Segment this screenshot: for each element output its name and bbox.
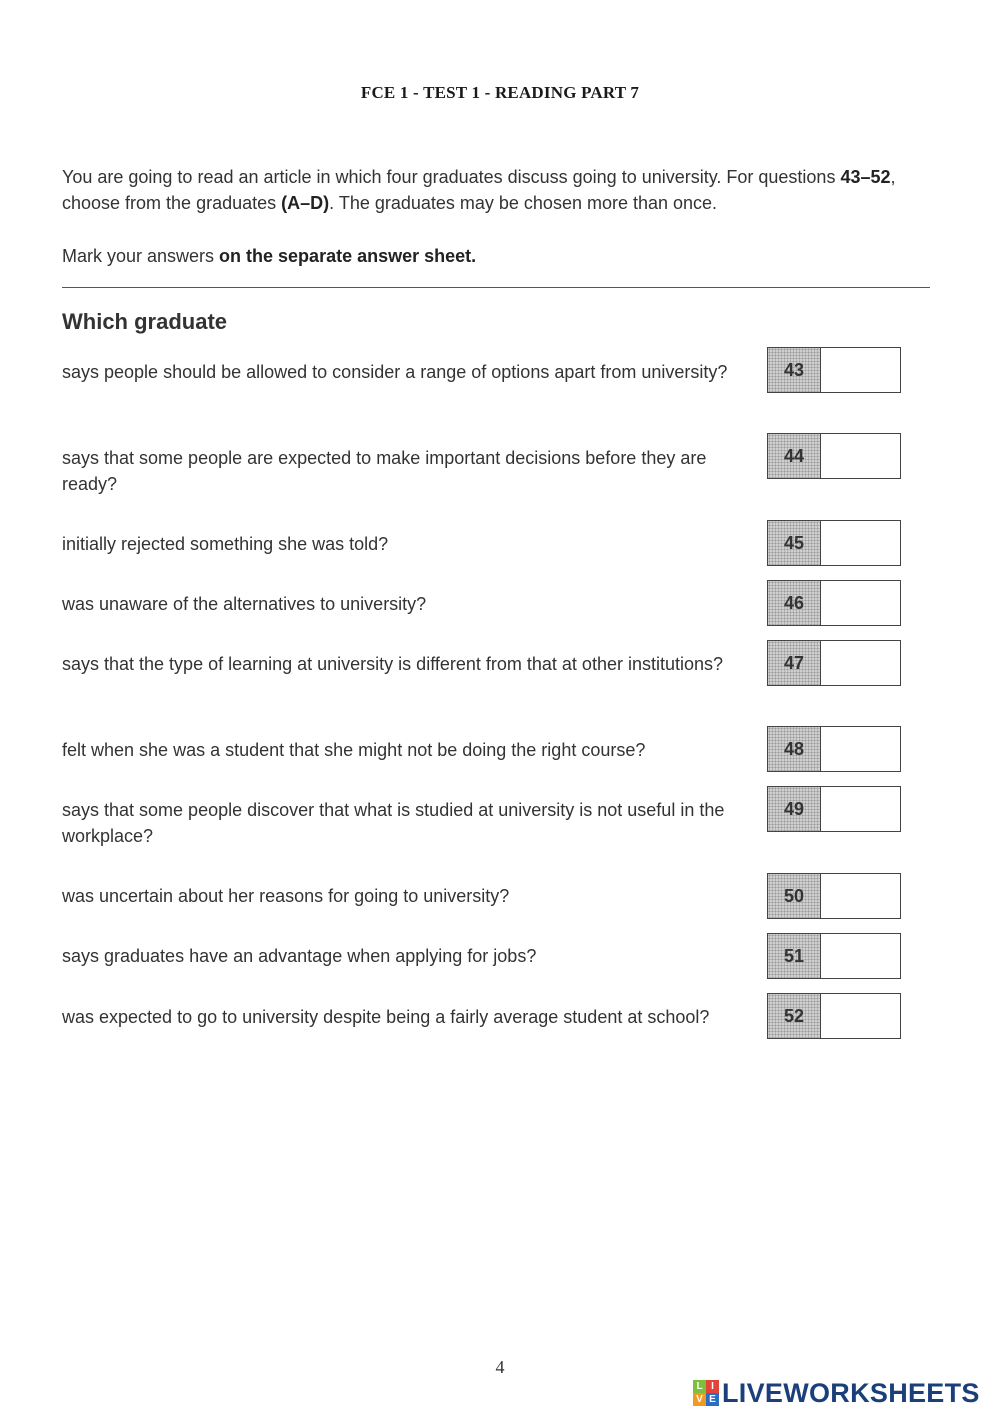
answer-box-46 <box>767 580 901 626</box>
page-number: 4 <box>495 1357 505 1377</box>
answer-box-48 <box>767 726 901 772</box>
instructions-text-1: You are going to read an article in which four graduates discuss going to university. For questions <box>62 167 841 187</box>
answer-field-43[interactable] <box>821 348 900 392</box>
question-number: 52 <box>768 994 821 1038</box>
divider <box>62 287 930 288</box>
page-title: FCE 1 - TEST 1 - READING PART 7 <box>360 83 640 102</box>
answer-field-48[interactable] <box>821 727 900 771</box>
answer-box-49 <box>767 786 901 832</box>
question-number: 49 <box>768 787 821 831</box>
mark-instruction-prefix: Mark your answers <box>62 246 220 266</box>
question-text-51: says graduates have an advantage when applying for jobs? <box>62 946 537 966</box>
answer-field-44[interactable] <box>821 434 900 478</box>
question-text-50: was uncertain about her reasons for going to university? <box>62 886 510 906</box>
instructions-text-2: , choose from the graduates <box>62 167 896 213</box>
section-heading: Which graduate <box>62 309 228 334</box>
answer-field-49[interactable] <box>821 787 900 831</box>
answer-field-52[interactable] <box>821 994 900 1038</box>
question-number: 45 <box>768 521 821 565</box>
answer-box-47 <box>767 640 901 686</box>
answer-field-51[interactable] <box>821 934 900 978</box>
answer-box-50 <box>767 873 901 919</box>
question-text-49: says that some people discover that what is studied at university is not useful in the workplace? <box>62 800 725 846</box>
answer-box-43 <box>767 347 901 393</box>
liveworksheets-logo-text: LIVEWORKSHEETS <box>722 1377 980 1408</box>
question-number: 43 <box>768 348 821 392</box>
question-range: 43–52 <box>840 167 891 187</box>
question-text-46: was unaware of the alternatives to university? <box>62 594 427 614</box>
answer-field-47[interactable] <box>821 641 900 685</box>
instructions <box>62 164 942 216</box>
instructions-text-3: . The graduates may be chosen more than once. <box>329 193 718 213</box>
answer-box-44 <box>767 433 901 479</box>
answer-box-51 <box>767 933 901 979</box>
question-number: 44 <box>768 434 821 478</box>
logo-letter-i: I <box>706 1380 719 1393</box>
question-text-43: says people should be allowed to consider a range of options apart from university? <box>62 362 728 382</box>
answer-field-50[interactable] <box>821 874 900 918</box>
answer-box-45 <box>767 520 901 566</box>
question-text-45: initially rejected something she was told? <box>62 534 389 554</box>
question-text-52: was expected to go to university despite being a fairly average student at school? <box>62 1007 710 1027</box>
logo-letter-v: V <box>693 1393 706 1406</box>
question-number: 47 <box>768 641 821 685</box>
answer-field-46[interactable] <box>821 581 900 625</box>
graduate-letters: (A–D) <box>281 193 330 213</box>
logo-letter-l: L <box>693 1380 706 1393</box>
question-number: 48 <box>768 727 821 771</box>
answer-field-45[interactable] <box>821 521 900 565</box>
logo-letter-e: E <box>706 1393 719 1406</box>
mark-instruction-bold: on the separate answer sheet. <box>219 246 477 266</box>
question-text-44: says that some people are expected to make important decisions before they are ready? <box>62 448 707 494</box>
answer-box-52 <box>767 993 901 1039</box>
question-text-48: felt when she was a student that she might not be doing the right course? <box>62 740 646 760</box>
question-number: 50 <box>768 874 821 918</box>
liveworksheets-logo-icon <box>693 1380 719 1406</box>
liveworksheets-logo <box>693 1378 980 1408</box>
question-number: 46 <box>768 581 821 625</box>
question-text-47: says that the type of learning at university is different from that at other institutions? <box>62 654 724 674</box>
question-number: 51 <box>768 934 821 978</box>
mark-instruction <box>62 243 942 269</box>
